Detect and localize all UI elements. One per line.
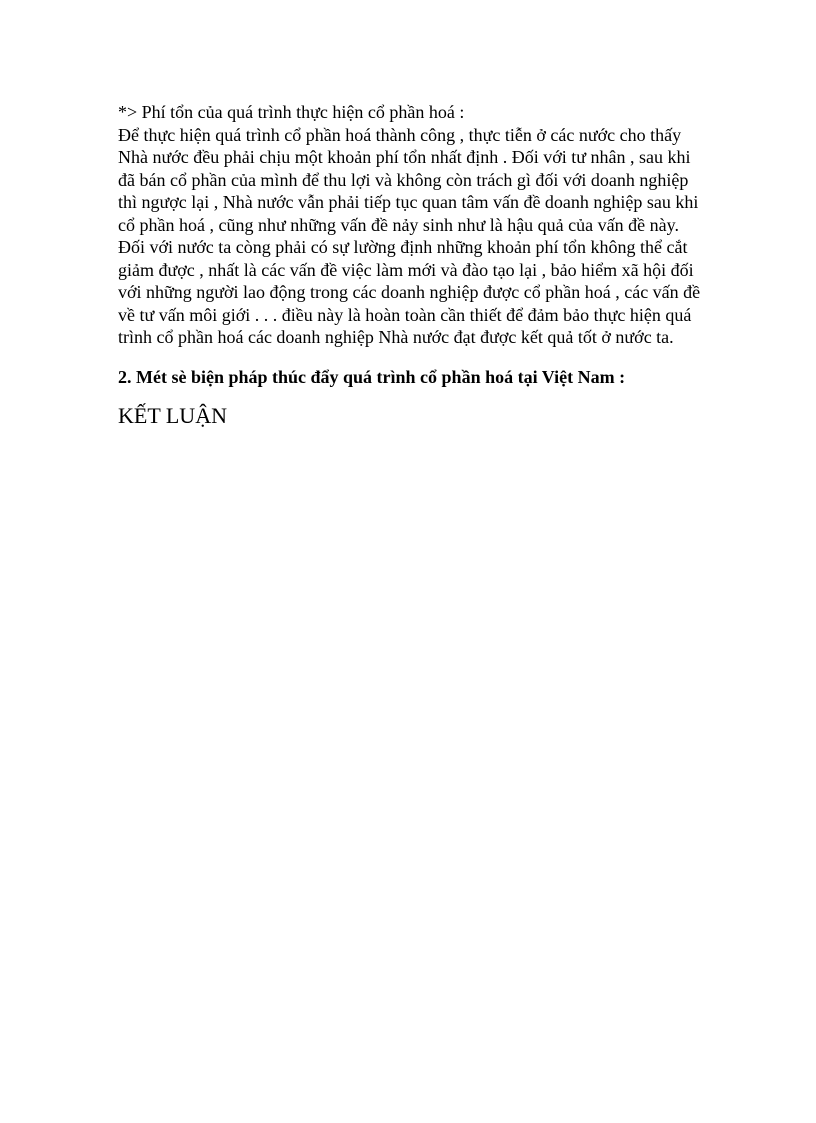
- conclusion-heading: KẾT LUẬN: [118, 403, 227, 428]
- document-page: [118, 101, 738, 430]
- paragraph-line: đã bán cổ phần của mình để thu lợi và không còn trách gì đối với doanh nghiệp: [118, 169, 689, 190]
- body-paragraph: [118, 124, 738, 349]
- paragraph-line: Để thực hiện quá trình cổ phần hoá thành công , thực tiễn ở các nước cho thấy: [118, 124, 682, 145]
- paragraph-line: về tư vấn môi giới . . . điều này là hoàn toàn cần thiết để đảm bảo thực hiện quá: [118, 304, 692, 325]
- paragraph-line: thì ngược lại , Nhà nước vẫn phải tiếp tục quan tâm vấn đề doanh nghiệp sau khi: [118, 192, 699, 212]
- section-heading: 2. Mét sè biện pháp thúc đẩy quá trình cổ phần hoá tại Việt Nam :: [118, 366, 626, 387]
- paragraph-line: giảm được , nhất là các vấn đề việc làm mới và đào tạo lại , bảo hiểm xã hội đối: [118, 259, 694, 280]
- paragraph-line: Nhà nước đều phải chịu một khoản phí tổn nhất định . Đối với tư nhân , sau khi: [118, 147, 691, 167]
- paragraph-line: cổ phần hoá , cũng như những vấn đề nảy sinh như là hậu quả của vấn đề này.: [118, 214, 679, 235]
- subheading: *> Phí tổn của quá trình thực hiện cổ phần hoá :: [118, 102, 465, 122]
- paragraph-line: trình cổ phần hoá các doanh nghiệp Nhà nước đạt được kết quả tốt ở nước ta.: [118, 327, 674, 347]
- paragraph-line: với những người lao động trong các doanh nghiệp được cổ phần hoá , các vấn đề: [118, 282, 701, 302]
- paragraph-line: Đối với nước ta còng phải có sự lường định những khoản phí tổn không thể cắt: [118, 237, 688, 257]
